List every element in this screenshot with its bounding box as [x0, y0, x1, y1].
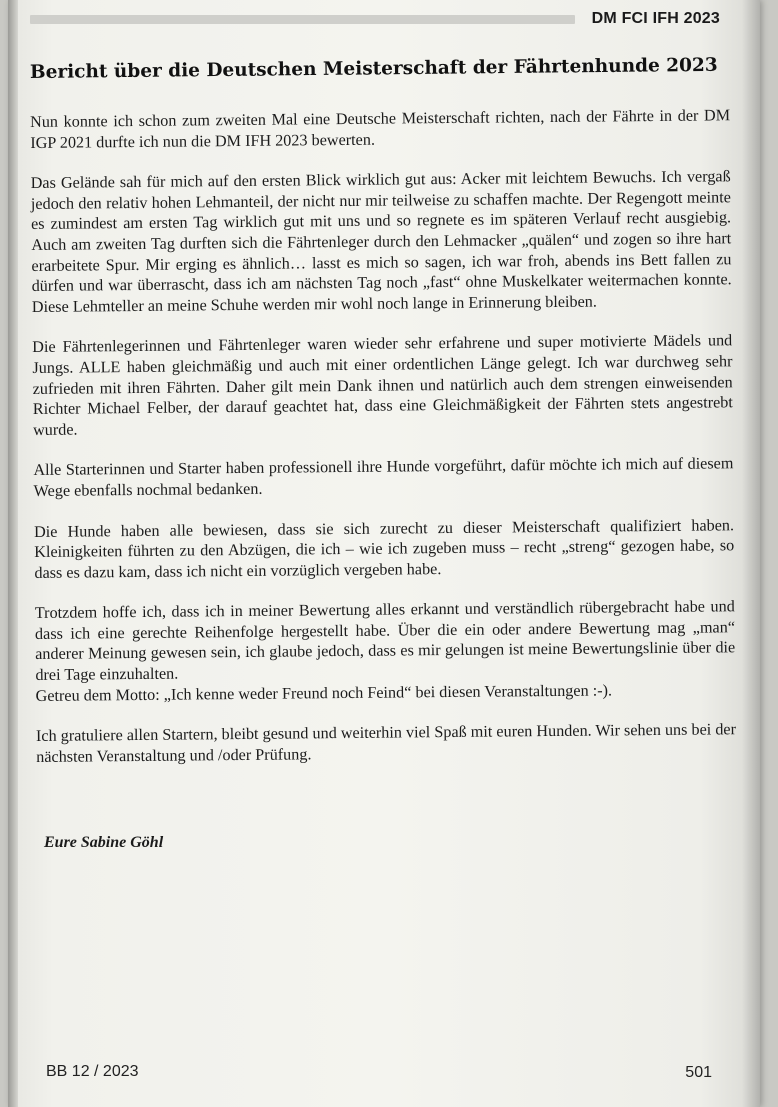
- paragraph-track-layers: Die Fährtenlegerinnen und Fährtenleger waren wieder sehr erfahrene und super motivierte Mädels und Jungs. ALLE haben gleichmäßig und auch mit einer ordentlichen Länge gelegt. Ich war durchweg sehr zufrieden mit ihren Fährten. Daher gilt mein Dank ihnen und natürlich auch dem strengen einweisenden Richter Michael Felber, der darauf geachtet hat, dass eine Gleichmäßigkeit der Fährten stets angestrebt wurde.: [32, 331, 733, 439]
- author-signature: Eure Sabine Göhl: [44, 834, 164, 851]
- paragraph-handlers: Alle Starterinnen und Starter haben professionell ihre Hunde vorgeführt, dafür möchte ich mich auf diesem Wege ebenfalls nochmal bedanken.: [33, 454, 734, 500]
- paragraph-evaluation: [35, 597, 736, 707]
- issue-label: BB 12 / 2023: [46, 1063, 139, 1080]
- magazine-page: [8, 0, 760, 1107]
- paragraph-intro: Nun konnte ich schon zum zweiten Mal eine Deutsche Meisterschaft richten, nach der Fährte in der DM IGP 2021 durfte ich nun die DM IFH 2023 bewerten.: [30, 106, 731, 152]
- page-number: 501: [685, 1064, 712, 1081]
- page-gutter: [8, 0, 18, 1107]
- paragraph-dogs: Die Hunde haben alle bewiesen, dass sie sich zurecht zu dieser Meisterschaft qualifiziert haben. Kleinigkeiten führten zu den Abzügen, die ich – wie ich zugeben muss – recht „streng“ gezogen habe, so dass es dazu kam, dass ich nicht ein vorzüglich vergeben habe.: [33, 515, 735, 582]
- paragraph-terrain: Das Gelände sah für mich auf den ersten Blick wirklich gut aus: Acker mit leichtem Bewuchs. Ich vergaß jedoch den relativ hohen Lehmanteil, der nicht nur mir teilweise zu schaffen machte. Der Regengott meinte es zumindest am ersten Tag wirklich gut mit uns und so regnete es im späteren Verlauf recht ausgiebig. Auch am zweiten Tag durften sich die Fährtenleger durch den Lehmacker „quälen“ und zogen so ihre hart erarbeitete Spur. Mir erging es ähnlich… lasst es mich so sagen, ich war froh, abends ins Bett fallen zu dürfen und war überrascht, dass ich am nächsten Tag noch „fast“ ohne Muskelkater weitermachen konnte. Diese Lehmteller an meine Schuhe werden mir wohl noch lange in Erinnerung bleiben.: [30, 167, 732, 316]
- article-body: [30, 105, 736, 787]
- motto-line: Getreu dem Motto: „Ich kenne weder Freund noch Feind“ bei diesen Veranstaltungen :-).: [35, 681, 613, 705]
- header-rule: [30, 15, 575, 24]
- section-label: DM FCI IFH 2023: [591, 10, 720, 27]
- paragraph-evaluation-text: Trotzdem hoffe ich, dass ich in meiner Bewertung alles erkannt und verständlich rübergebracht habe und dass ich eine gerechte Reihenfolge hergestellt habe. Über die ein oder andere Bewertung mag „man“ anderer Meinung gewesen sein, ich glaube jedoch, dass es mir gelungen ist meine Bewertungslinie über die drei Tage einzuhalten.: [34, 597, 736, 685]
- page-edge-shadow: [742, 0, 760, 1107]
- article-title: Bericht über die Deutschen Meisterschaft der Fährtenhunde 2023: [29, 54, 718, 83]
- paragraph-closing: Ich gratuliere allen Startern, bleibt gesund und weiterhin viel Spaß mit euren Hunden. Wir sehen uns bei der nächsten Veranstaltung und /oder Prüfung.: [35, 720, 737, 766]
